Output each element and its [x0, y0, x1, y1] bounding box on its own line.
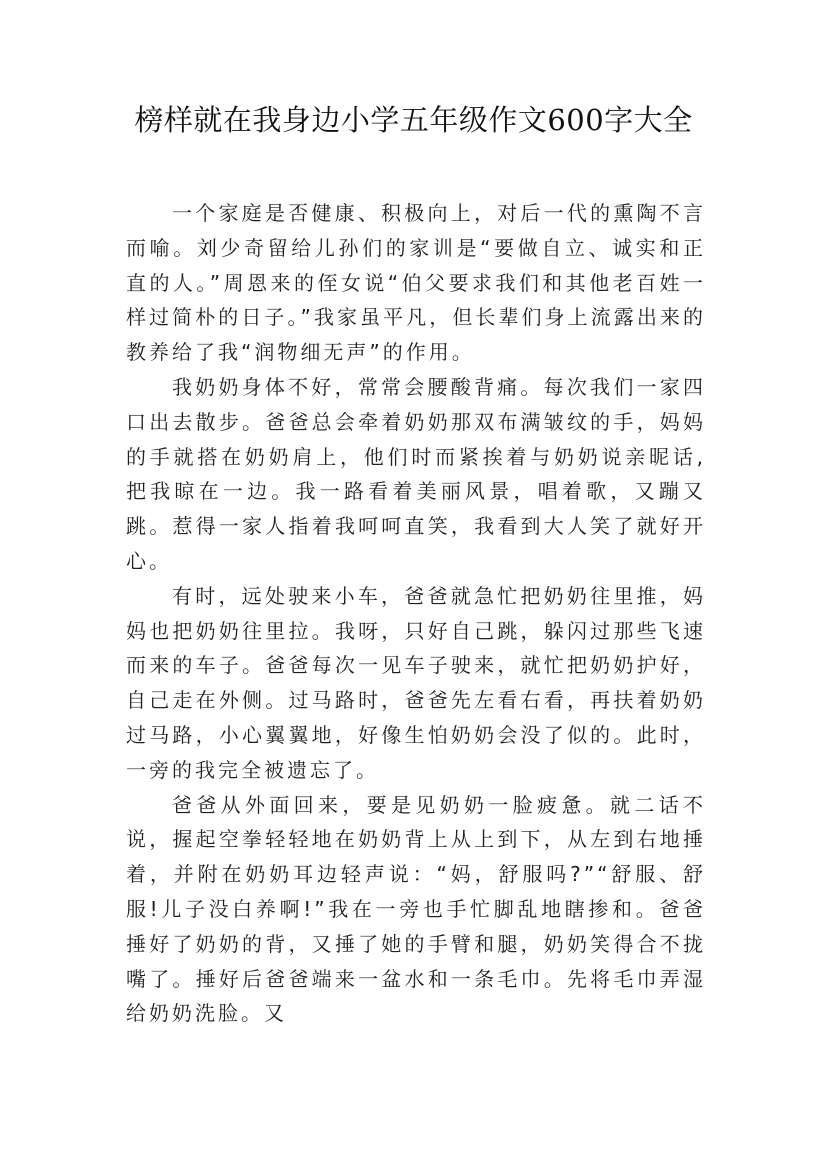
paragraph-3: 有时，远处驶来小车，爸爸就急忙把奶奶往里推，妈妈也把奶奶往里拉。我呀，只好自己跳，躲闪过那些飞速而来的车子。爸爸每次一见车子驶来，就忙把奶奶护好，自己走在外侧。过马路时，爸爸先左看右看，再扶着奶奶过马路，小心翼翼地，好像生怕奶奶会没了似的。此时，一旁的我完全被遗忘了。 [126, 583, 706, 782]
paragraph-2: 我奶奶身体不好，常常会腰酸背痛。每次我们一家四口出去散步。爸爸总会牵着奶奶那双布满皱纹的手，妈妈的手就搭在奶奶肩上，他们时而紧挨着与奶奶说亲昵话,把我晾在一边。我一路看着美丽风景，唱着歌，又蹦又跳。惹得一家人指着我呵呵直笑，我看到大人笑了就好开心。 [126, 374, 706, 573]
paragraph-4: 爸爸从外面回来，要是见奶奶一脸疲惫。就二话不说，握起空拳轻轻地在奶奶背上从上到下，从左到右地捶着，并附在奶奶耳边轻声说：“妈，舒服吗?”“舒服、舒服!儿子没白养啊!”我在一旁也手忙脚乱地瞎掺和。爸爸捶好了奶奶的背，又捶了她的手臂和腿，奶奶笑得合不拢嘴了。捶好后爸爸端来一盆水和一条毛巾。先将毛巾弄湿给奶奶洗脸。又 [126, 792, 706, 1026]
document-title: 榜样就在我身边小学五年级作文600字大全 [134, 103, 693, 137]
paragraph-1: 一个家庭是否健康、积极向上，对后一代的熏陶不言而喻。刘少奇留给儿孙们的家训是“要做自立、诚实和正直的人。”周恩来的侄女说“伯父要求我们和其他老百姓一样过简朴的日子。”我家虽平凡，但长辈们身上流露出来的教养给了我“润物细无声”的作用。 [126, 201, 706, 365]
document-body [126, 196, 706, 1031]
